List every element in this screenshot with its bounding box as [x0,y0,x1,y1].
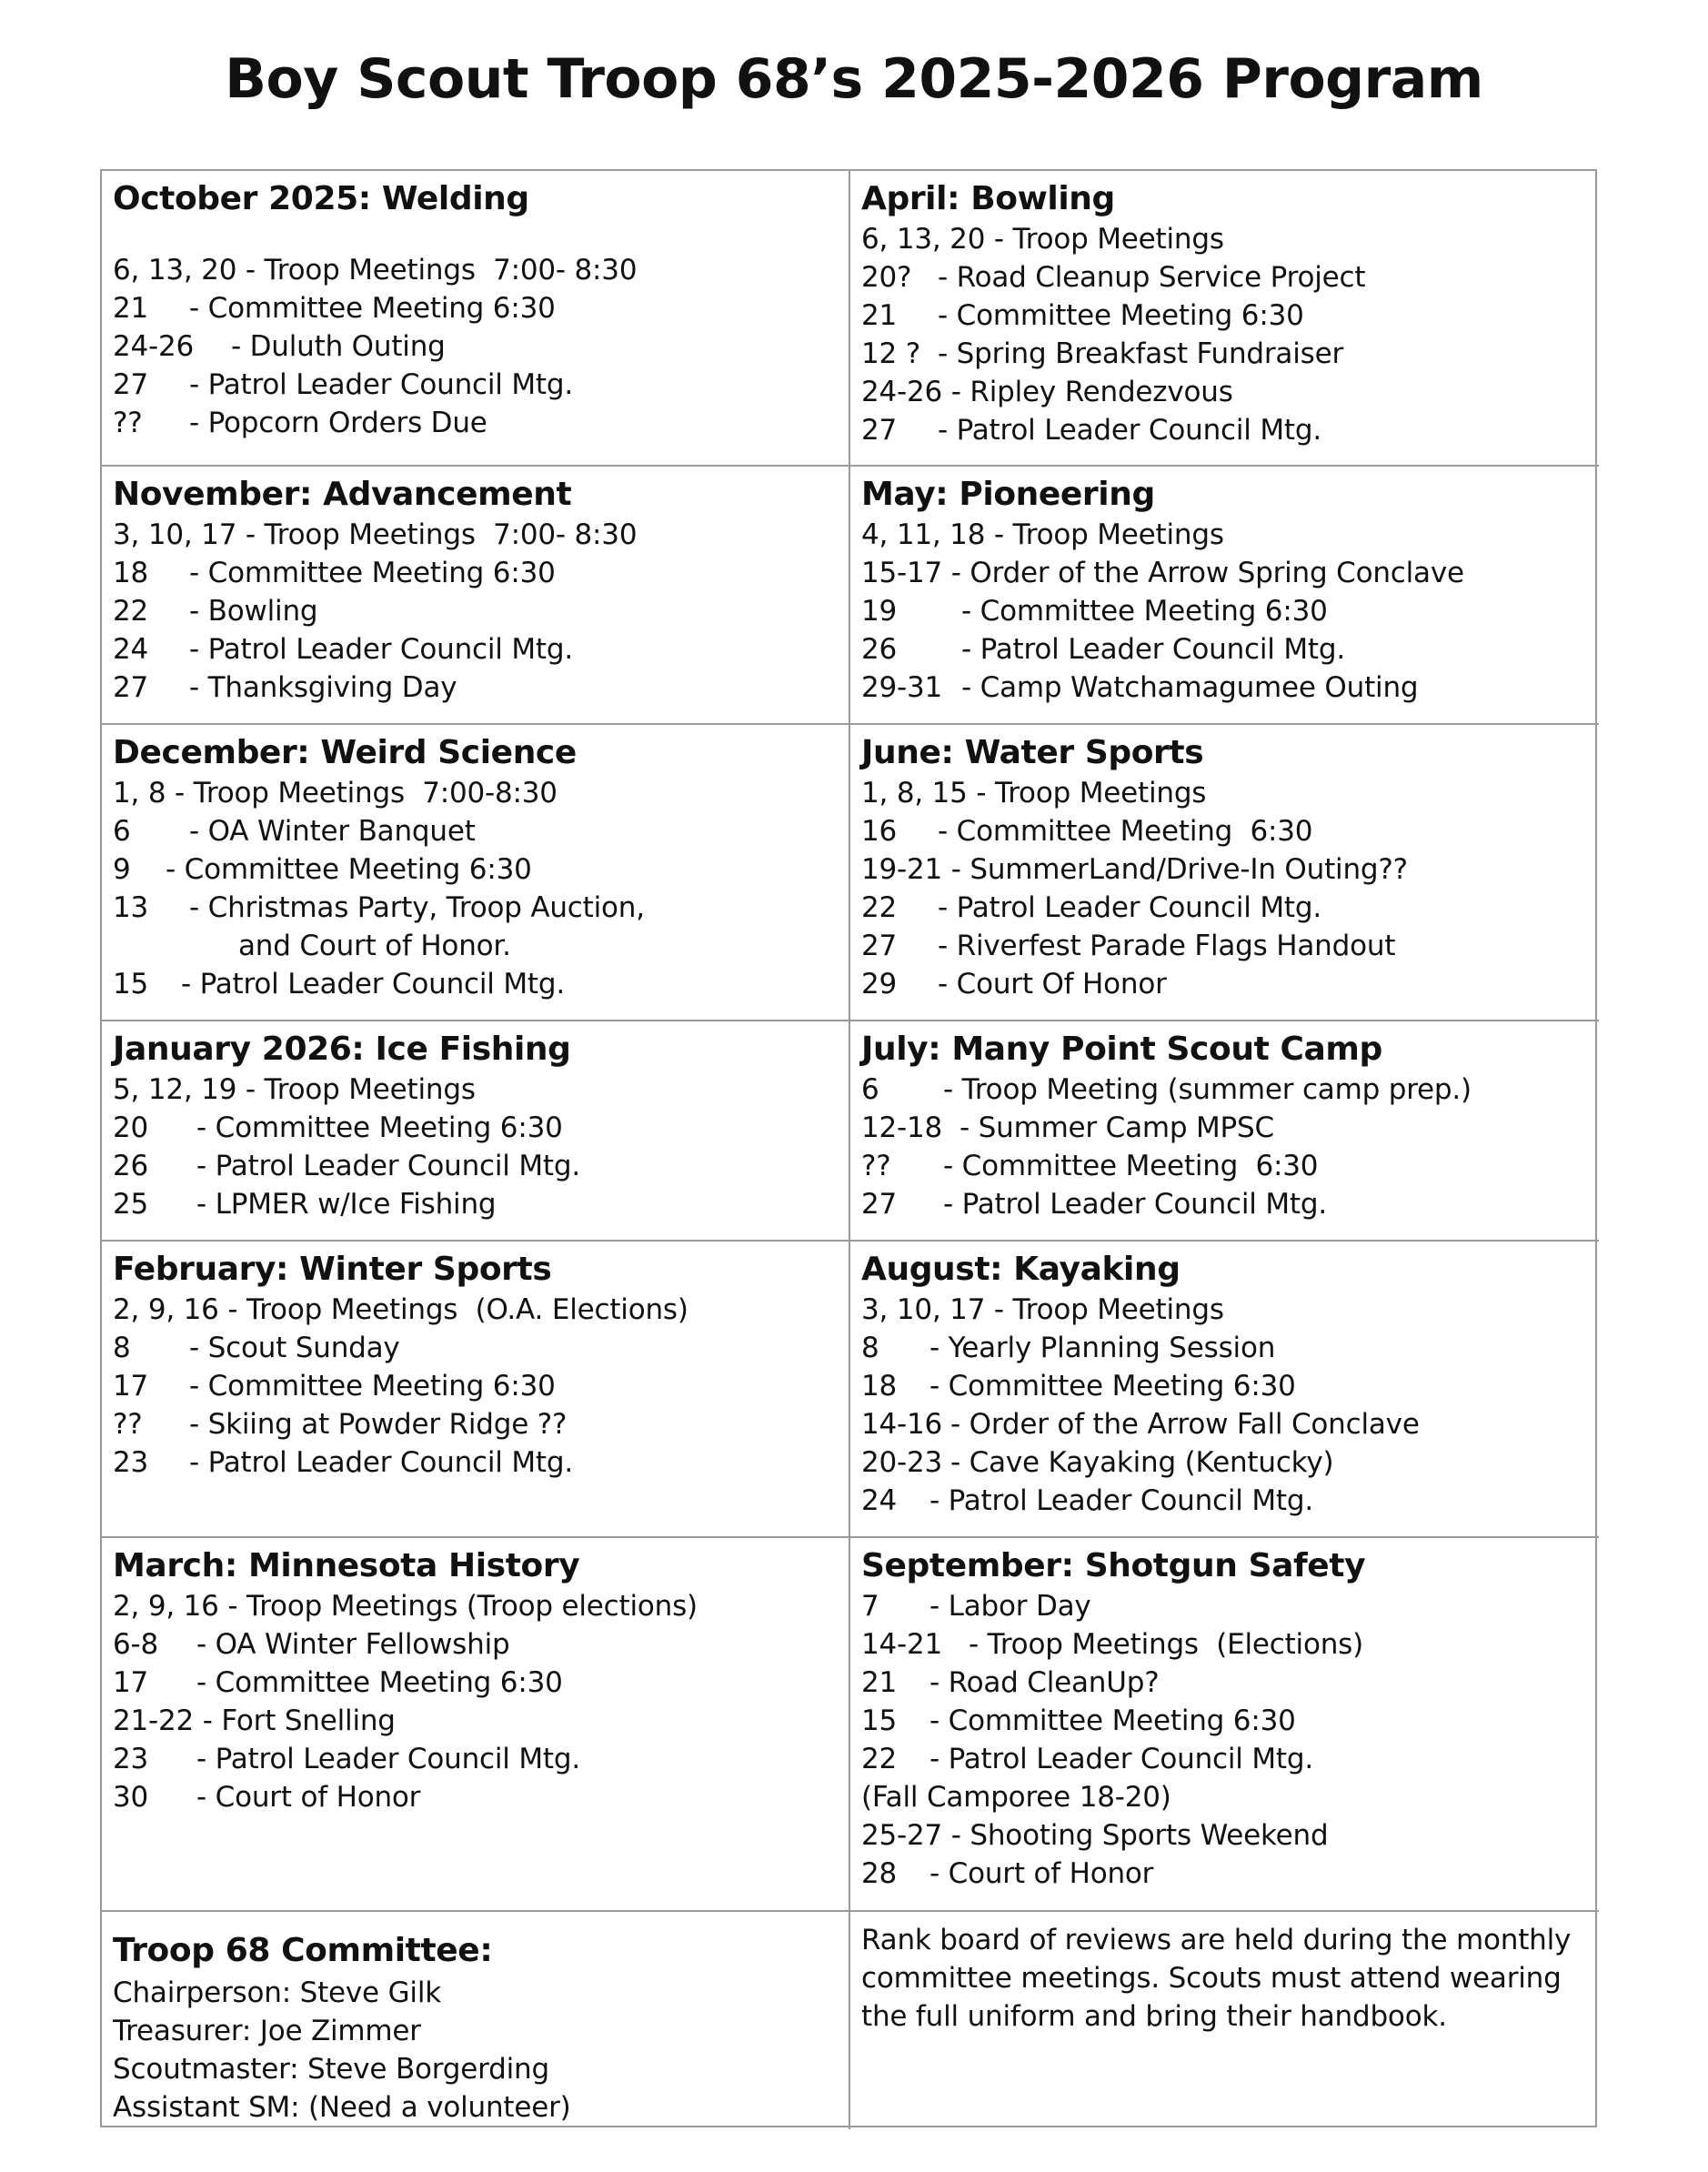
event-date: 29-31 [861,671,943,704]
event-line [113,812,838,850]
event-line [861,1291,1588,1329]
event-date: 1, 8, 15 [861,777,977,809]
event-line [113,630,838,669]
event-line [861,1405,1588,1443]
event-date: 15-17 [861,557,951,589]
event-description: - Riverfest Parade Flags Handout [938,930,1396,962]
event-description: - Court of Honor [929,1857,1154,1890]
event-description: - SummerLand/Drive-In Outing?? [950,853,1408,886]
event-line [861,1664,1588,1702]
event-line [861,554,1588,592]
month-heading: August: Kayaking [861,1251,1181,1288]
event-line [861,1855,1588,1893]
event-date: 24-26 [861,376,951,408]
event-line [113,327,838,366]
event-line [113,850,838,889]
event-description: - Court Of Honor [938,968,1167,1001]
event-date: 19 [861,595,898,628]
event-date: 21 [113,292,149,325]
event-date: 27 [861,930,898,962]
board-of-review-note: Rank board of reviews are held during the monthly committee meetings. Scouts must attend wearing the full uniform and bring their handbook. [861,1924,1572,2033]
event-line [113,1071,838,1109]
event-date: 21-22 [113,1704,203,1737]
event-line [861,774,1588,812]
month-heading: July: Many Point Scout Camp [861,1031,1382,1068]
event-description: - Committee Meeting 6:30 [938,299,1304,332]
event-date: 20? [861,261,912,294]
event-description: - Committee Meeting 6:30 [166,853,532,886]
event-description: - Ripley Rendezvous [950,376,1233,408]
event-line [861,258,1588,297]
event-date: 4, 11, 18 [861,518,994,551]
month-cell [102,171,850,467]
event-description: - Committee Meeting 6:30 [196,1666,563,1699]
event-line [113,889,838,927]
event-description: and Court of Honor. [238,930,511,962]
event-description: - Fort Snelling [202,1704,396,1737]
event-line [113,1664,838,1702]
month-cell [102,1021,850,1242]
event-description: - Patrol Leader Council Mtg. [189,1446,573,1479]
event-description: - Patrol Leader Council Mtg. [196,1743,580,1775]
month-heading: November: Advancement [113,476,572,513]
event-line [861,516,1588,554]
event-description: - Patrol Leader Council Mtg. [189,633,573,666]
committee-cell [102,1912,850,2129]
event-date: 2, 9, 16 [113,1590,228,1623]
event-date: 30 [113,1781,149,1814]
event-date: 5, 12, 19 [113,1073,246,1106]
event-line [861,1482,1588,1520]
month-cell [850,171,1599,467]
event-line [113,1109,838,1147]
event-line [113,516,838,554]
event-date: 17 [113,1370,149,1403]
event-description: - Summer Camp MPSC [959,1111,1274,1144]
event-description: - Troop Meetings (Elections) [969,1628,1364,1661]
event-description: - Committee Meeting 6:30 [938,815,1313,848]
event-description: - Patrol Leader Council Mtg. [929,1484,1313,1517]
event-line [113,1367,838,1405]
event-description: - Bowling [189,595,318,628]
event-line [861,335,1588,373]
event-description: - Patrol Leader Council Mtg. [181,968,565,1001]
event-description: - Road CleanUp? [929,1666,1160,1699]
event-description: - OA Winter Fellowship [196,1628,510,1661]
event-date: 23 [113,1446,149,1479]
event-description: - Patrol Leader Council Mtg. [196,1150,580,1182]
month-cell [102,1242,850,1538]
event-date: 25-27 [861,1819,951,1852]
month-cell [850,725,1599,1021]
month-heading: January 2026: Ice Fishing [113,1031,571,1068]
event-date: 8 [113,1332,131,1364]
event-description: - Troop Meetings [976,777,1207,809]
event-line [113,1702,838,1740]
event-description: - Committee Meeting 6:30 [929,1704,1296,1737]
month-cell [850,1242,1599,1538]
event-date: 6, 13, 20 [113,254,246,287]
event-date: 14-16 [861,1408,943,1441]
event-description: - Committee Meeting 6:30 [943,1150,1319,1182]
event-description: - Christmas Party, Troop Auction, [189,891,645,924]
event-line [113,1185,838,1223]
month-cell [850,467,1599,725]
event-date: 23 [113,1743,149,1775]
event-date: 2, 9, 16 [113,1293,228,1326]
month-cell [850,1021,1599,1242]
event-date: 24 [861,1484,898,1517]
event-date: 21 [861,1666,898,1699]
event-date: 6-8 [113,1628,159,1661]
committee-member: Assistant SM: (Need a volunteer) [113,2091,571,2124]
event-description: - Camp Watchamagumee Outing [961,671,1419,704]
event-description: - Committee Meeting 6:30 [189,557,556,589]
event-description: - OA Winter Banquet [189,815,476,848]
event-date: ?? [861,1150,891,1182]
event-date: 15 [861,1704,898,1737]
event-line [861,220,1588,258]
event-line [861,889,1588,927]
event-line [861,1071,1588,1109]
event-date: 14-21 [861,1628,943,1661]
event-date: 9 [113,853,131,886]
event-date: 27 [113,671,149,704]
event-date: 19-21 [861,853,951,886]
event-description: - Patrol Leader Council Mtg. [929,1743,1313,1775]
event-description: - Scout Sunday [189,1332,400,1364]
event-line [861,965,1588,1003]
event-date: 13 [113,891,149,924]
month-heading: October 2025: Welding [113,180,529,217]
event-line [861,927,1588,965]
event-description: - Patrol Leader Council Mtg. [943,1188,1327,1221]
event-description: - Popcorn Orders Due [189,407,487,439]
event-line [861,1587,1588,1625]
event-date: 24 [113,633,149,666]
event-line [113,774,838,812]
event-date: 28 [861,1857,898,1890]
event-date: 6 [861,1073,879,1106]
program-calendar-table [100,169,1597,2127]
event-date: ?? [113,1408,143,1441]
event-date: 6 [113,815,131,848]
event-date: 29 [861,968,898,1001]
month-cell [850,1538,1599,1912]
event-description: (Fall Camporee 18-20) [861,1781,1171,1814]
event-line [861,669,1588,707]
event-line [113,669,838,707]
event-date: 21 [861,299,898,332]
event-description: - Shooting Sports Weekend [950,1819,1329,1852]
event-date: 18 [113,557,149,589]
event-date: ?? [113,407,143,439]
event-line [113,404,838,442]
event-line [113,1291,838,1329]
event-line [113,1443,838,1482]
event-line [861,373,1588,411]
month-heading: September: Shotgun Safety [861,1547,1366,1584]
event-line [113,1740,838,1778]
event-line [113,1329,838,1367]
month-heading: March: Minnesota History [113,1547,580,1584]
event-date: 12-18 [861,1111,943,1144]
event-description: - Thanksgiving Day [189,671,457,704]
event-date: 20 [113,1111,149,1144]
event-description: - Troop Meeting (summer camp prep.) [943,1073,1472,1106]
page-title: Boy Scout Troop 68’s 2025-2026 Program [225,47,1483,111]
event-description: - Troop Meetings [993,1293,1224,1326]
event-date: 6, 13, 20 [861,223,994,256]
event-date: 25 [113,1188,149,1221]
event-description: - Patrol Leader Council Mtg. [189,368,573,401]
event-description: - Troop Meetings 7:00- 8:30 [245,518,638,551]
event-line [113,366,838,404]
committee-member: Treasurer: Joe Zimmer [113,2015,421,2047]
event-date: 17 [113,1666,149,1699]
event-date: 3, 10, 17 [113,518,246,551]
event-line [861,1625,1588,1664]
event-description: - Order of the Arrow Spring Conclave [950,557,1464,589]
event-line [113,927,838,965]
board-of-review-note-cell [850,1912,1599,2129]
event-date: 16 [861,815,898,848]
event-description: - Troop Meetings [993,518,1224,551]
event-date: 27 [861,1188,898,1221]
event-line [861,1185,1588,1223]
event-description: - Patrol Leader Council Mtg. [938,891,1321,924]
month-cell [102,725,850,1021]
event-line [113,592,838,630]
event-date: 8 [861,1332,879,1364]
event-description: - Troop Meetings 7:00- 8:30 [245,254,638,287]
event-description: - Committee Meeting 6:30 [189,1370,556,1403]
event-description: - Committee Meeting 6:30 [929,1370,1296,1403]
event-line [113,554,838,592]
event-date: 1, 8 [113,777,176,809]
event-line [113,1625,838,1664]
event-date: 24-26 [113,330,195,363]
event-description: - Committee Meeting 6:30 [961,595,1328,628]
event-line [861,1778,1588,1816]
month-heading: February: Winter Sports [113,1251,552,1288]
event-line [113,251,838,289]
event-line [861,630,1588,669]
committee-member: Chairperson: Steve Gilk [113,1976,441,2009]
event-description: - Committee Meeting 6:30 [196,1111,563,1144]
event-description: - Patrol Leader Council Mtg. [938,414,1321,447]
month-heading: June: Water Sports [861,734,1204,771]
event-description: - Spring Breakfast Fundraiser [938,337,1343,370]
event-description: - Labor Day [929,1590,1091,1623]
event-description: - Committee Meeting 6:30 [189,292,556,325]
event-date: 26 [113,1150,149,1182]
event-date: 18 [861,1370,898,1403]
month-heading: May: Pioneering [861,476,1155,513]
event-line [861,1816,1588,1855]
event-description: - Troop Meetings [993,223,1224,256]
event-line [113,1587,838,1625]
event-line [861,1147,1588,1185]
event-description: - Troop Meetings (Troop elections) [227,1590,698,1623]
event-line [113,965,838,1003]
event-description: - Skiing at Powder Ridge ?? [189,1408,568,1441]
event-line [861,1740,1588,1778]
event-line [861,1367,1588,1405]
event-description: - Cave Kayaking (Kentucky) [950,1446,1334,1479]
month-cell [102,1538,850,1912]
event-description: - Troop Meetings [245,1073,476,1106]
event-date: 7 [861,1590,879,1623]
committee-heading: Troop 68 Committee: [113,1932,493,1969]
event-line [861,297,1588,335]
event-description: - Yearly Planning Session [929,1332,1276,1364]
event-line [113,289,838,327]
event-description: - Duluth Outing [231,330,446,363]
event-line [861,812,1588,850]
event-line [861,1702,1588,1740]
event-line [113,1405,838,1443]
event-date: 27 [861,414,898,447]
event-line [113,1778,838,1816]
event-description: - LPMER w/Ice Fishing [196,1188,497,1221]
event-line [861,850,1588,889]
event-description: - Road Cleanup Service Project [938,261,1366,294]
event-date: 3, 10, 17 [861,1293,994,1326]
month-heading: April: Bowling [861,180,1115,217]
event-line [113,1147,838,1185]
event-date: 27 [113,368,149,401]
event-line [861,1443,1588,1482]
event-date: 22 [861,891,898,924]
committee-member: Scoutmaster: Steve Borgerding [113,2053,549,2086]
event-line [861,1329,1588,1367]
event-date: 22 [861,1743,898,1775]
event-description: - Patrol Leader Council Mtg. [961,633,1345,666]
event-date: 15 [113,968,149,1001]
event-description: - Court of Honor [196,1781,421,1814]
event-line [861,411,1588,449]
month-cell [102,467,850,725]
event-line [861,1109,1588,1147]
event-date: 20-23 [861,1446,943,1479]
event-date: 12 ? [861,337,920,370]
event-description: - Order of the Arrow Fall Conclave [950,1408,1420,1441]
month-heading: December: Weird Science [113,734,577,771]
event-line [861,592,1588,630]
event-date: 22 [113,595,149,628]
event-description: - Troop Meetings (O.A. Elections) [227,1293,688,1326]
event-date: 26 [861,633,898,666]
event-description: - Troop Meetings 7:00-8:30 [175,777,558,809]
